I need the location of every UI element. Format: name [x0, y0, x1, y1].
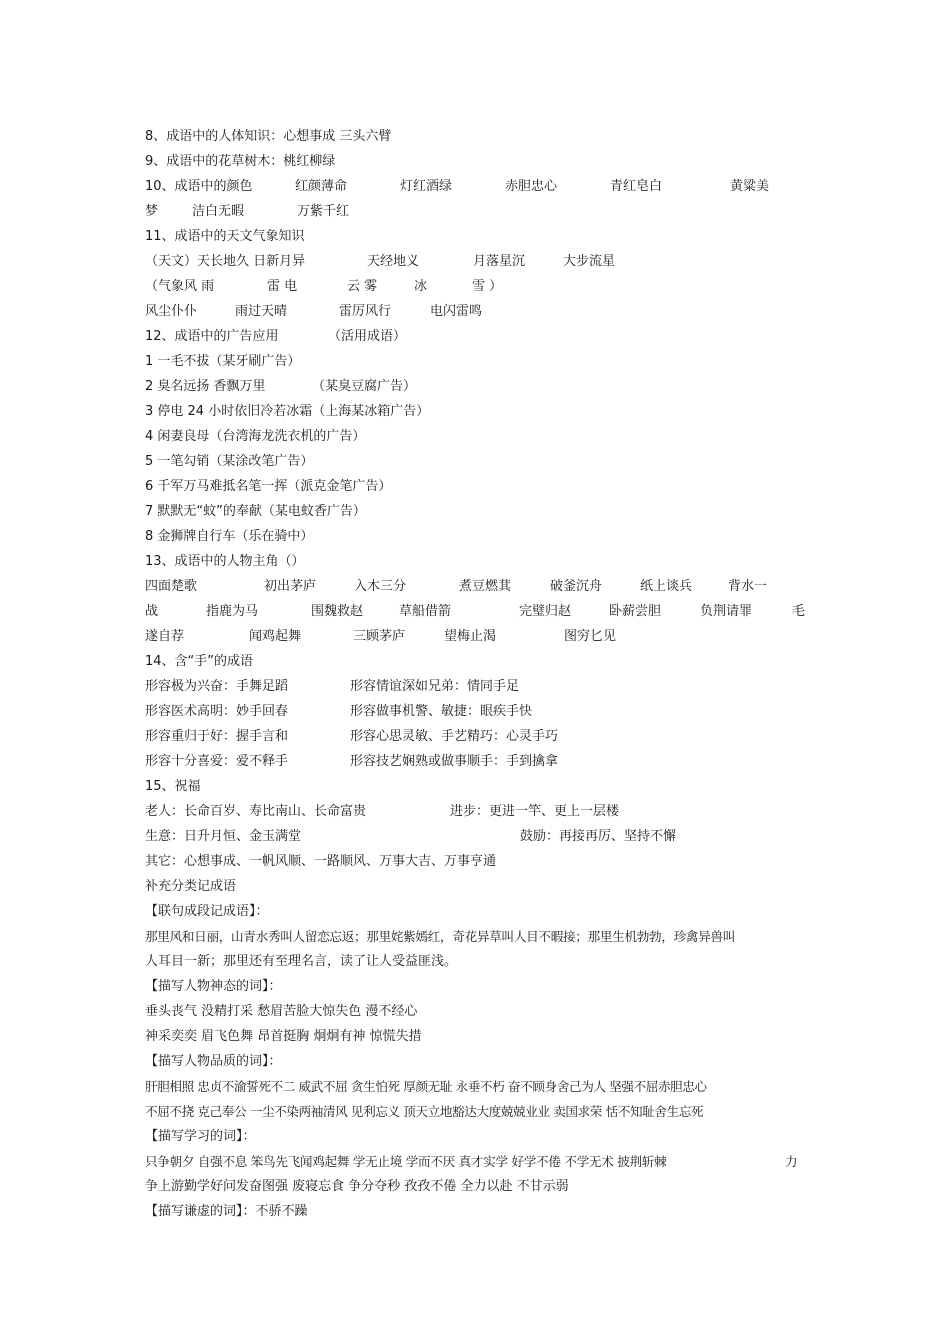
text-segment: 补充分类记成语	[145, 879, 237, 894]
text-segment: 雪 ）	[472, 279, 503, 294]
text-segment: 形容重归于好：握手言和	[145, 729, 289, 744]
text-segment: 那里风和日丽，山青水秀叫人留恋忘返；那里姹紫嫣红，奇花异草叫人目不暇接；那里生机勃勃，珍禽异兽叫	[145, 929, 736, 944]
text-segment: 进步：更进一竿、更上一层楼	[450, 804, 620, 819]
text-segment: 万紫千红	[297, 204, 350, 219]
text-segment: 垂头丧气 没精打采 愁眉苦脸大惊失色 漫不经心	[145, 1004, 418, 1019]
text-segment: 【描写谦虚的词】：不骄不躁	[145, 1204, 308, 1219]
text-segment: 形容做事机警、敏捷：眼疾手快	[350, 704, 533, 719]
text-line	[145, 1099, 810, 1124]
text-line	[145, 249, 810, 274]
text-line	[145, 924, 810, 949]
text-line	[145, 149, 810, 174]
text-line	[145, 1074, 810, 1099]
text-line	[145, 274, 810, 299]
text-segment: 雨过天晴	[235, 304, 288, 319]
text-line	[145, 199, 810, 224]
text-line	[145, 749, 810, 774]
text-line	[145, 349, 810, 374]
text-line	[145, 1124, 810, 1149]
text-line	[145, 324, 810, 349]
text-line	[145, 799, 810, 824]
text-segment: （气象风 雨	[145, 279, 215, 294]
text-segment: 黄粱美	[730, 179, 770, 194]
text-segment: 云 雾	[347, 279, 378, 294]
text-line	[145, 624, 810, 649]
text-line	[145, 1049, 810, 1074]
text-line	[145, 424, 810, 449]
text-segment: 【描写人物神态的词】：	[145, 979, 282, 994]
text-line	[145, 374, 810, 399]
text-segment: 只争朝夕 自强不息 笨鸟先飞闻鸡起舞 学无止境 学而不厌 真才实学 好学不倦 不学无术 披荆斩棘	[145, 1154, 667, 1169]
text-line	[145, 1174, 810, 1199]
text-line	[145, 174, 810, 199]
text-segment: 【描写学习的词】：	[145, 1129, 256, 1144]
text-segment: 指鹿为马	[206, 604, 259, 619]
text-line	[145, 949, 810, 974]
text-line	[145, 974, 810, 999]
text-segment: 月落星沉	[473, 254, 526, 269]
text-segment: 青红皂白	[610, 179, 663, 194]
text-line	[145, 449, 810, 474]
text-segment: 5 一笔勾销（某涂改笔广告）	[145, 454, 314, 469]
text-segment: 纸上谈兵	[640, 579, 693, 594]
text-segment: 形容技艺娴熟或做事顺手：手到擒拿	[350, 754, 559, 769]
text-line	[145, 574, 810, 599]
text-line	[145, 1024, 810, 1049]
text-segment: 【描写人物品质的词】：	[145, 1054, 282, 1069]
text-line	[145, 699, 810, 724]
text-segment: 灯红酒绿	[400, 179, 453, 194]
text-line	[145, 874, 810, 899]
text-segment: 三顾茅庐	[353, 629, 406, 644]
text-segment: 【联句成段记成语】：	[145, 904, 269, 919]
text-segment: 人耳目一新；那里还有至理名言，读了让人受益匪浅。	[145, 954, 458, 969]
text-line	[145, 1199, 810, 1224]
text-segment: 6 千军万马难抵名笔一挥（派克金笔广告）	[145, 479, 392, 494]
text-segment: 3 停电 24 小时依旧冷若冰霜（上海某冰箱广告）	[145, 404, 430, 419]
text-segment: 赤胆忠心	[505, 179, 558, 194]
text-line	[145, 599, 810, 624]
text-segment: 争上游勤学好问发奋图强 废寝忘食 争分夺秒 孜孜不倦 全力以赴 不甘示弱	[145, 1179, 569, 1194]
text-line	[145, 774, 810, 799]
text-segment: 鼓励：再接再厉、坚持不懈	[520, 829, 677, 844]
text-line	[145, 299, 810, 324]
text-segment: （天文）天长地久 日新月异	[145, 254, 306, 269]
text-segment: 毛	[792, 604, 806, 619]
text-segment: 雷 电	[267, 279, 298, 294]
text-segment: （活用成语）	[328, 329, 407, 344]
text-segment: 力	[785, 1154, 798, 1169]
text-segment: 生意：日升月恒、金玉满堂	[145, 829, 302, 844]
text-segment: 形容情谊深如兄弟：情同手足	[350, 679, 520, 694]
text-segment: 卧薪尝胆	[609, 604, 662, 619]
text-segment: 遂自荐	[145, 629, 185, 644]
text-segment: 不屈不挠 克己奉公 一尘不染两袖清风 见利忘义 顶天立地豁达大度兢兢业业 卖国求荣 恬不知耻舍生忘死	[145, 1104, 704, 1119]
text-line	[145, 674, 810, 699]
text-segment: 梦	[145, 204, 159, 219]
text-segment: 老人：长命百岁、寿比南山、长命富贵	[145, 804, 367, 819]
text-segment: 2 臭名远扬 香飘万里	[145, 379, 266, 394]
text-line	[145, 724, 810, 749]
text-segment: 四面楚歌	[145, 579, 198, 594]
text-segment: 望梅止渴	[444, 629, 497, 644]
text-segment: 15、祝福	[145, 779, 201, 794]
text-segment: 负荆请罪	[700, 604, 753, 619]
text-segment: 图穷匕见	[564, 629, 617, 644]
text-line	[145, 649, 810, 674]
text-line	[145, 849, 810, 874]
text-segment: 围魏救赵	[311, 604, 364, 619]
text-line	[145, 899, 810, 924]
text-segment: 11、成语中的天文气象知识	[145, 229, 305, 244]
text-segment: 9、成语中的花草树木：桃红柳绿	[145, 154, 336, 169]
text-line	[145, 549, 810, 574]
text-segment: 4 闲妻良母（台湾海龙洗衣机的广告）	[145, 429, 366, 444]
text-segment: 入木三分	[354, 579, 407, 594]
text-segment: 形容医术高明：妙手回春	[145, 704, 289, 719]
text-line	[145, 124, 810, 149]
text-segment: 煮豆燃萁	[459, 579, 512, 594]
text-line	[145, 499, 810, 524]
text-line	[145, 1149, 810, 1174]
text-segment: 初出茅庐	[264, 579, 317, 594]
text-line	[145, 524, 810, 549]
text-line	[145, 824, 810, 849]
text-segment: 草船借箭	[399, 604, 452, 619]
text-segment: 14、含“手”的成语	[145, 654, 254, 669]
text-segment: 神采奕奕 眉飞色舞 昂首挺胸 炯炯有神 惊慌失措	[145, 1029, 422, 1044]
text-segment: 肝胆相照 忠贞不渝誓死不二 威武不屈 贪生怕死 厚颜无耻 永垂不朽 奋不顾身舍己为人 坚强不屈赤胆忠心	[145, 1079, 707, 1094]
text-segment: 1 一毛不拔（某牙刷广告）	[145, 354, 301, 369]
text-segment: 7 默默无“蚊”的奉献（某电蚊香广告）	[145, 504, 366, 519]
text-segment: 形容极为兴奋：手舞足蹈	[145, 679, 289, 694]
text-segment: （某臭豆腐广告）	[312, 379, 417, 394]
text-segment: 背水一	[728, 579, 768, 594]
text-segment: 10、成语中的颜色	[145, 179, 253, 194]
text-segment: 冰	[414, 279, 428, 294]
text-segment: 形容十分喜爱：爱不释手	[145, 754, 289, 769]
text-segment: 13、成语中的人物主角（）	[145, 554, 305, 569]
text-line	[145, 999, 810, 1024]
text-segment: 8、成语中的人体知识：心想事成 三头六臂	[145, 129, 392, 144]
text-segment: 形容心思灵敏、手艺精巧：心灵手巧	[350, 729, 559, 744]
text-segment: 8 金狮牌自行车（乐在骑中）	[145, 529, 314, 544]
document-body	[145, 124, 810, 1224]
text-segment: 12、成语中的广告应用	[145, 329, 279, 344]
text-segment: 破釜沉舟	[550, 579, 603, 594]
text-segment: 闻鸡起舞	[249, 629, 302, 644]
text-segment: 洁白无暇	[192, 204, 245, 219]
text-segment: 红颜薄命	[295, 179, 348, 194]
text-line	[145, 474, 810, 499]
text-segment: 其它：心想事成、一帆风顺、一路顺风、万事大吉、万事亨通	[145, 854, 497, 869]
text-line	[145, 224, 810, 249]
text-segment: 电闪雷鸣	[430, 304, 483, 319]
text-segment: 完璧归赵	[519, 604, 572, 619]
text-segment: 风尘仆仆	[145, 304, 198, 319]
text-segment: 雷厉风行	[339, 304, 392, 319]
text-segment: 战	[145, 604, 159, 619]
text-line	[145, 399, 810, 424]
text-segment: 天经地义	[367, 254, 420, 269]
text-segment: 大步流星	[563, 254, 616, 269]
